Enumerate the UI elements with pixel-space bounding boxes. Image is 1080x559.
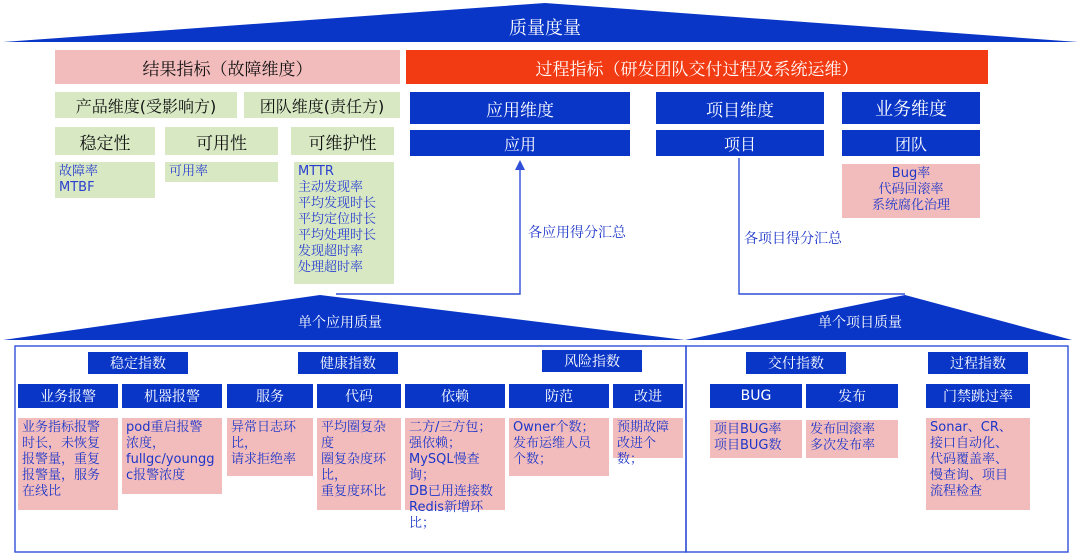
project-quality-title: 单个项目质量: [818, 315, 902, 331]
business-dimension-items: Bug率 代码回滚率 系统腐化治理: [842, 164, 980, 218]
risk-index: 风险指数: [542, 350, 642, 372]
bug-header: BUG: [710, 384, 802, 408]
result-metrics-title: 结果指标（故障维度）: [55, 50, 400, 84]
gate-skip-items: Sonar、CR、 接口自动化、 代码覆盖率、 慢查询、项目 流程检查: [926, 418, 1030, 510]
dependency-items: 二方/三方包； 强依赖； MySQL慢查询； DB已用连接数 Redis新增环比；: [405, 418, 505, 510]
maintainability-group-title: 可维护性: [291, 127, 394, 155]
code-items: 平均圈复杂 度 圈复杂度环 比， 重复度环比: [317, 418, 401, 510]
business-alarm-header: 业务报警: [18, 384, 118, 408]
availability-group-title: 可用性: [165, 127, 278, 155]
health-index: 健康指数: [298, 352, 398, 374]
prevention-header: 防范: [509, 384, 609, 408]
availability-items: 可用率: [165, 162, 278, 182]
delivery-index: 交付指数: [746, 352, 846, 374]
prevention-items: Owner个数； 发布运维人员 个数；: [509, 418, 609, 476]
project-summary-label: 各项目得分汇总: [744, 231, 842, 247]
business-alarm-items: 业务指标报警 时长，未恢复 报警量，重复 报警量，服务 在线比: [18, 418, 118, 510]
stability-index: 稳定指数: [88, 352, 188, 374]
service-header: 服务: [227, 384, 313, 408]
code-header: 代码: [317, 384, 401, 408]
service-items: 异常日志环 比， 请求拒绝率: [227, 418, 313, 476]
improvement-header: 改进: [613, 384, 683, 408]
machine-alarm-header: 机器报警: [122, 384, 222, 408]
process-index: 过程指数: [928, 352, 1028, 374]
stability-items: 故障率 MTBF: [55, 162, 155, 198]
app-summary-label: 各应用得分汇总: [528, 225, 626, 241]
release-header: 发布: [806, 384, 898, 408]
gate-skip-header: 门禁跳过率: [926, 384, 1030, 408]
release-items: 发布回滚率 多次发布率: [806, 420, 898, 458]
app-quality-title: 单个应用质量: [298, 315, 382, 331]
team-dimension: 团队维度(责任方): [244, 92, 400, 118]
stability-group-title: 稳定性: [55, 127, 155, 155]
app-dimension-sub: 应用: [410, 130, 630, 156]
project-dimension-sub: 项目: [656, 130, 824, 156]
business-dimension-title: 业务维度: [842, 92, 980, 124]
maintainability-items: MTTR 主动发现率 平均发现时长 平均定位时长 平均处理时长 发现超时率 处理超时率: [294, 162, 394, 284]
product-dimension: 产品维度(受影响方): [55, 92, 237, 118]
top-roof-title: 质量度量: [509, 18, 581, 39]
business-dimension-sub: 团队: [842, 130, 980, 156]
project-dimension-title: 项目维度: [656, 92, 824, 124]
bug-items: 项目BUG率 项目BUG数: [710, 420, 802, 458]
improvement-items: 预期故障 改进个数；: [613, 418, 683, 458]
app-summary-arrowhead: [515, 160, 525, 170]
dependency-header: 依赖: [405, 384, 505, 408]
process-metrics-title: 过程指标（研发团队交付过程及系统运维）: [406, 50, 988, 84]
machine-alarm-items: pod重启报警 浓度， fullgc/youngg c报警浓度: [122, 418, 222, 494]
app-dimension-title: 应用维度: [410, 92, 630, 124]
